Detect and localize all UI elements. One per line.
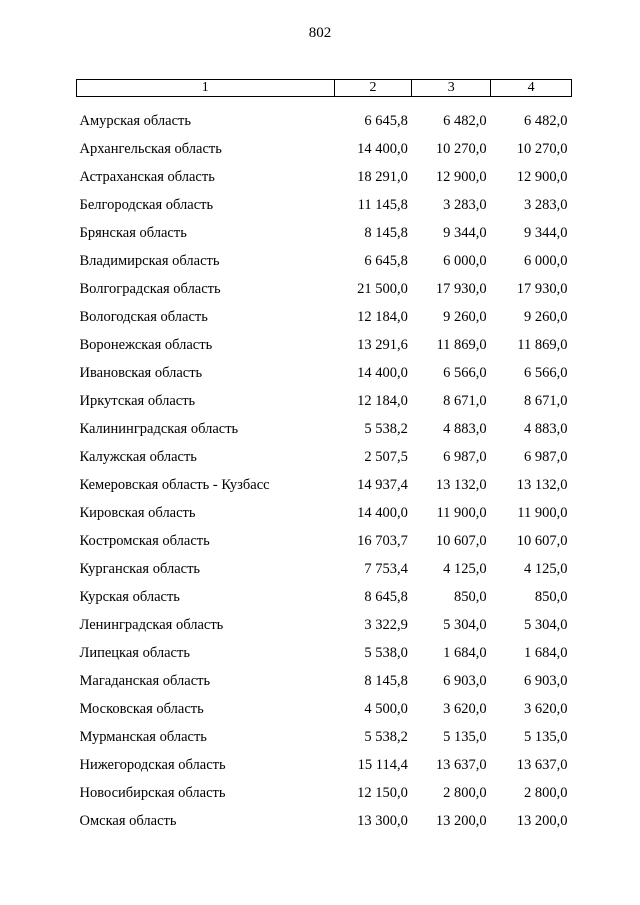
value-col4-cell: 13 200,0 xyxy=(516,813,568,829)
value-col2-cell: 18 291,0 xyxy=(357,169,408,185)
value-col4-cell: 10 607,0 xyxy=(516,533,568,549)
region-name-cell: Астраханская область xyxy=(79,169,215,185)
value-col3-cell: 10 607,0 xyxy=(435,533,487,549)
value-col3-cell: 1 684,0 xyxy=(443,645,487,661)
table-row xyxy=(77,527,572,555)
value-col2-cell: 13 300,0 xyxy=(357,813,408,829)
value-col2-cell: 14 400,0 xyxy=(357,365,408,381)
region-name-cell: Калужская область xyxy=(79,449,197,465)
region-name-cell: Архангельская область xyxy=(79,141,222,157)
value-col4-cell: 12 900,0 xyxy=(516,169,568,185)
value-col3-cell: 6 566,0 xyxy=(443,365,487,381)
value-col2-cell: 21 500,0 xyxy=(357,281,408,297)
value-col4-cell: 5 304,0 xyxy=(524,617,568,633)
table-row xyxy=(77,303,572,331)
value-col4-cell: 2 800,0 xyxy=(524,785,568,801)
value-col2-cell: 11 145,8 xyxy=(357,197,408,213)
table-row xyxy=(77,275,572,303)
value-col3-cell: 2 800,0 xyxy=(443,785,487,801)
table-row xyxy=(77,639,572,667)
value-col3-cell: 6 987,0 xyxy=(443,449,487,465)
value-col3-cell: 3 283,0 xyxy=(443,197,487,213)
region-name-cell: Курганская область xyxy=(79,561,201,577)
value-col2-cell: 12 184,0 xyxy=(357,309,408,325)
value-col2-cell: 13 291,6 xyxy=(357,337,408,353)
value-col4-cell: 850,0 xyxy=(534,589,568,605)
value-col2-cell: 15 114,4 xyxy=(357,757,408,773)
value-col4-cell: 5 135,0 xyxy=(524,729,568,745)
page-number: 802 xyxy=(308,25,332,41)
value-col2-cell: 4 500,0 xyxy=(364,701,408,717)
value-col3-cell: 13 200,0 xyxy=(435,813,487,829)
value-col2-cell: 12 150,0 xyxy=(357,785,408,801)
value-col2-cell: 14 400,0 xyxy=(357,141,408,157)
value-col4-cell: 17 930,0 xyxy=(516,281,568,297)
value-col2-cell: 8 145,8 xyxy=(364,673,408,689)
table-row xyxy=(77,807,572,835)
value-col4-cell: 6 903,0 xyxy=(524,673,568,689)
value-col4-cell: 11 900,0 xyxy=(517,505,568,521)
value-col3-cell: 11 900,0 xyxy=(436,505,487,521)
region-name-cell: Московская область xyxy=(79,701,204,717)
value-col3-cell: 12 900,0 xyxy=(435,169,487,185)
value-col4-cell: 1 684,0 xyxy=(524,645,568,661)
region-name-cell: Новосибирская область xyxy=(79,785,226,801)
value-col3-cell: 9 260,0 xyxy=(443,309,487,325)
table-row xyxy=(77,191,572,219)
value-col3-cell: 11 869,0 xyxy=(436,337,487,353)
value-col4-cell: 6 566,0 xyxy=(524,365,568,381)
value-col4-cell: 11 869,0 xyxy=(517,337,568,353)
table-row xyxy=(77,667,572,695)
table-row xyxy=(77,611,572,639)
value-col3-cell: 3 620,0 xyxy=(443,701,487,717)
value-col2-cell: 5 538,2 xyxy=(364,421,408,437)
table-row xyxy=(77,219,572,247)
region-name-cell: Амурская область xyxy=(79,113,191,129)
data-table xyxy=(76,79,572,835)
region-name-cell: Магаданская область xyxy=(79,673,211,689)
value-col3-cell: 13 637,0 xyxy=(435,757,487,773)
value-col4-cell: 9 260,0 xyxy=(524,309,568,325)
column-header-2: 2 xyxy=(334,80,412,97)
table-row xyxy=(77,163,572,191)
region-name-cell: Костромская область xyxy=(79,533,210,549)
table-row xyxy=(77,779,572,807)
region-name-cell: Калининградская область xyxy=(79,421,239,437)
table-row xyxy=(77,583,572,611)
value-col2-cell: 8 645,8 xyxy=(364,589,408,605)
value-col4-cell: 3 620,0 xyxy=(524,701,568,717)
region-name-cell: Белгородская область xyxy=(79,197,214,213)
value-col4-cell: 10 270,0 xyxy=(516,141,568,157)
value-col4-cell: 13 637,0 xyxy=(516,757,568,773)
value-col3-cell: 5 135,0 xyxy=(443,729,487,745)
value-col3-cell: 17 930,0 xyxy=(435,281,487,297)
value-col4-cell: 4 125,0 xyxy=(524,561,568,577)
region-name-cell: Брянская область xyxy=(79,225,187,241)
table-row xyxy=(77,387,572,415)
table-header-row xyxy=(77,80,572,97)
value-col2-cell: 3 322,9 xyxy=(364,617,408,633)
region-name-cell: Омская область xyxy=(79,813,177,829)
value-col2-cell: 6 645,8 xyxy=(364,253,408,269)
table-row xyxy=(77,331,572,359)
value-col2-cell: 7 753,4 xyxy=(364,561,408,577)
value-col3-cell: 5 304,0 xyxy=(443,617,487,633)
value-col2-cell: 14 400,0 xyxy=(357,505,408,521)
table-body xyxy=(77,97,572,836)
table-row xyxy=(77,695,572,723)
value-col4-cell: 6 482,0 xyxy=(524,113,568,129)
column-header-1: 1 xyxy=(77,80,335,97)
table-row xyxy=(77,415,572,443)
table-row xyxy=(77,247,572,275)
region-name-cell: Кемеровская область - Кузбасс xyxy=(79,477,270,493)
table-row xyxy=(77,359,572,387)
value-col3-cell: 10 270,0 xyxy=(435,141,487,157)
value-col2-cell: 5 538,2 xyxy=(364,729,408,745)
value-col3-cell: 6 482,0 xyxy=(443,113,487,129)
table-row xyxy=(77,135,572,163)
region-name-cell: Владимирская область xyxy=(79,253,220,269)
value-col4-cell: 4 883,0 xyxy=(524,421,568,437)
value-col2-cell: 8 145,8 xyxy=(364,225,408,241)
region-name-cell: Ивановская область xyxy=(79,365,203,381)
value-col3-cell: 850,0 xyxy=(454,589,487,605)
value-col4-cell: 3 283,0 xyxy=(524,197,568,213)
table-row xyxy=(77,499,572,527)
value-col2-cell: 14 937,4 xyxy=(357,477,408,493)
value-col3-cell: 6 000,0 xyxy=(443,253,487,269)
region-name-cell: Воронежская область xyxy=(79,337,213,353)
region-name-cell: Иркутская область xyxy=(79,393,196,409)
value-col2-cell: 6 645,8 xyxy=(364,113,408,129)
table-row xyxy=(77,471,572,499)
table-row xyxy=(77,723,572,751)
value-col2-cell: 2 507,5 xyxy=(364,449,408,465)
region-name-cell: Курская область xyxy=(79,589,180,605)
region-name-cell: Ленинградская область xyxy=(79,617,224,633)
column-header-4: 4 xyxy=(491,80,572,97)
region-name-cell: Нижегородская область xyxy=(79,757,226,773)
value-col4-cell: 6 987,0 xyxy=(524,449,568,465)
region-name-cell: Мурманская область xyxy=(79,729,207,745)
value-col2-cell: 5 538,0 xyxy=(364,645,408,661)
region-name-cell: Вологодская область xyxy=(79,309,208,325)
value-col3-cell: 13 132,0 xyxy=(435,477,487,493)
value-col2-cell: 16 703,7 xyxy=(357,533,408,549)
value-col3-cell: 4 883,0 xyxy=(443,421,487,437)
column-header-3: 3 xyxy=(412,80,491,97)
table-row xyxy=(77,555,572,583)
value-col4-cell: 13 132,0 xyxy=(516,477,568,493)
table-row xyxy=(77,751,572,779)
value-col3-cell: 8 671,0 xyxy=(443,393,487,409)
table-row xyxy=(77,97,572,136)
value-col4-cell: 8 671,0 xyxy=(524,393,568,409)
region-name-cell: Липецкая область xyxy=(79,645,190,661)
value-col4-cell: 6 000,0 xyxy=(524,253,568,269)
value-col3-cell: 9 344,0 xyxy=(443,225,487,241)
value-col3-cell: 4 125,0 xyxy=(443,561,487,577)
region-name-cell: Кировская область xyxy=(79,505,196,521)
region-name-cell: Волгоградская область xyxy=(79,281,221,297)
value-col4-cell: 9 344,0 xyxy=(524,225,568,241)
value-col2-cell: 12 184,0 xyxy=(357,393,408,409)
table-row xyxy=(77,443,572,471)
value-col3-cell: 6 903,0 xyxy=(443,673,487,689)
